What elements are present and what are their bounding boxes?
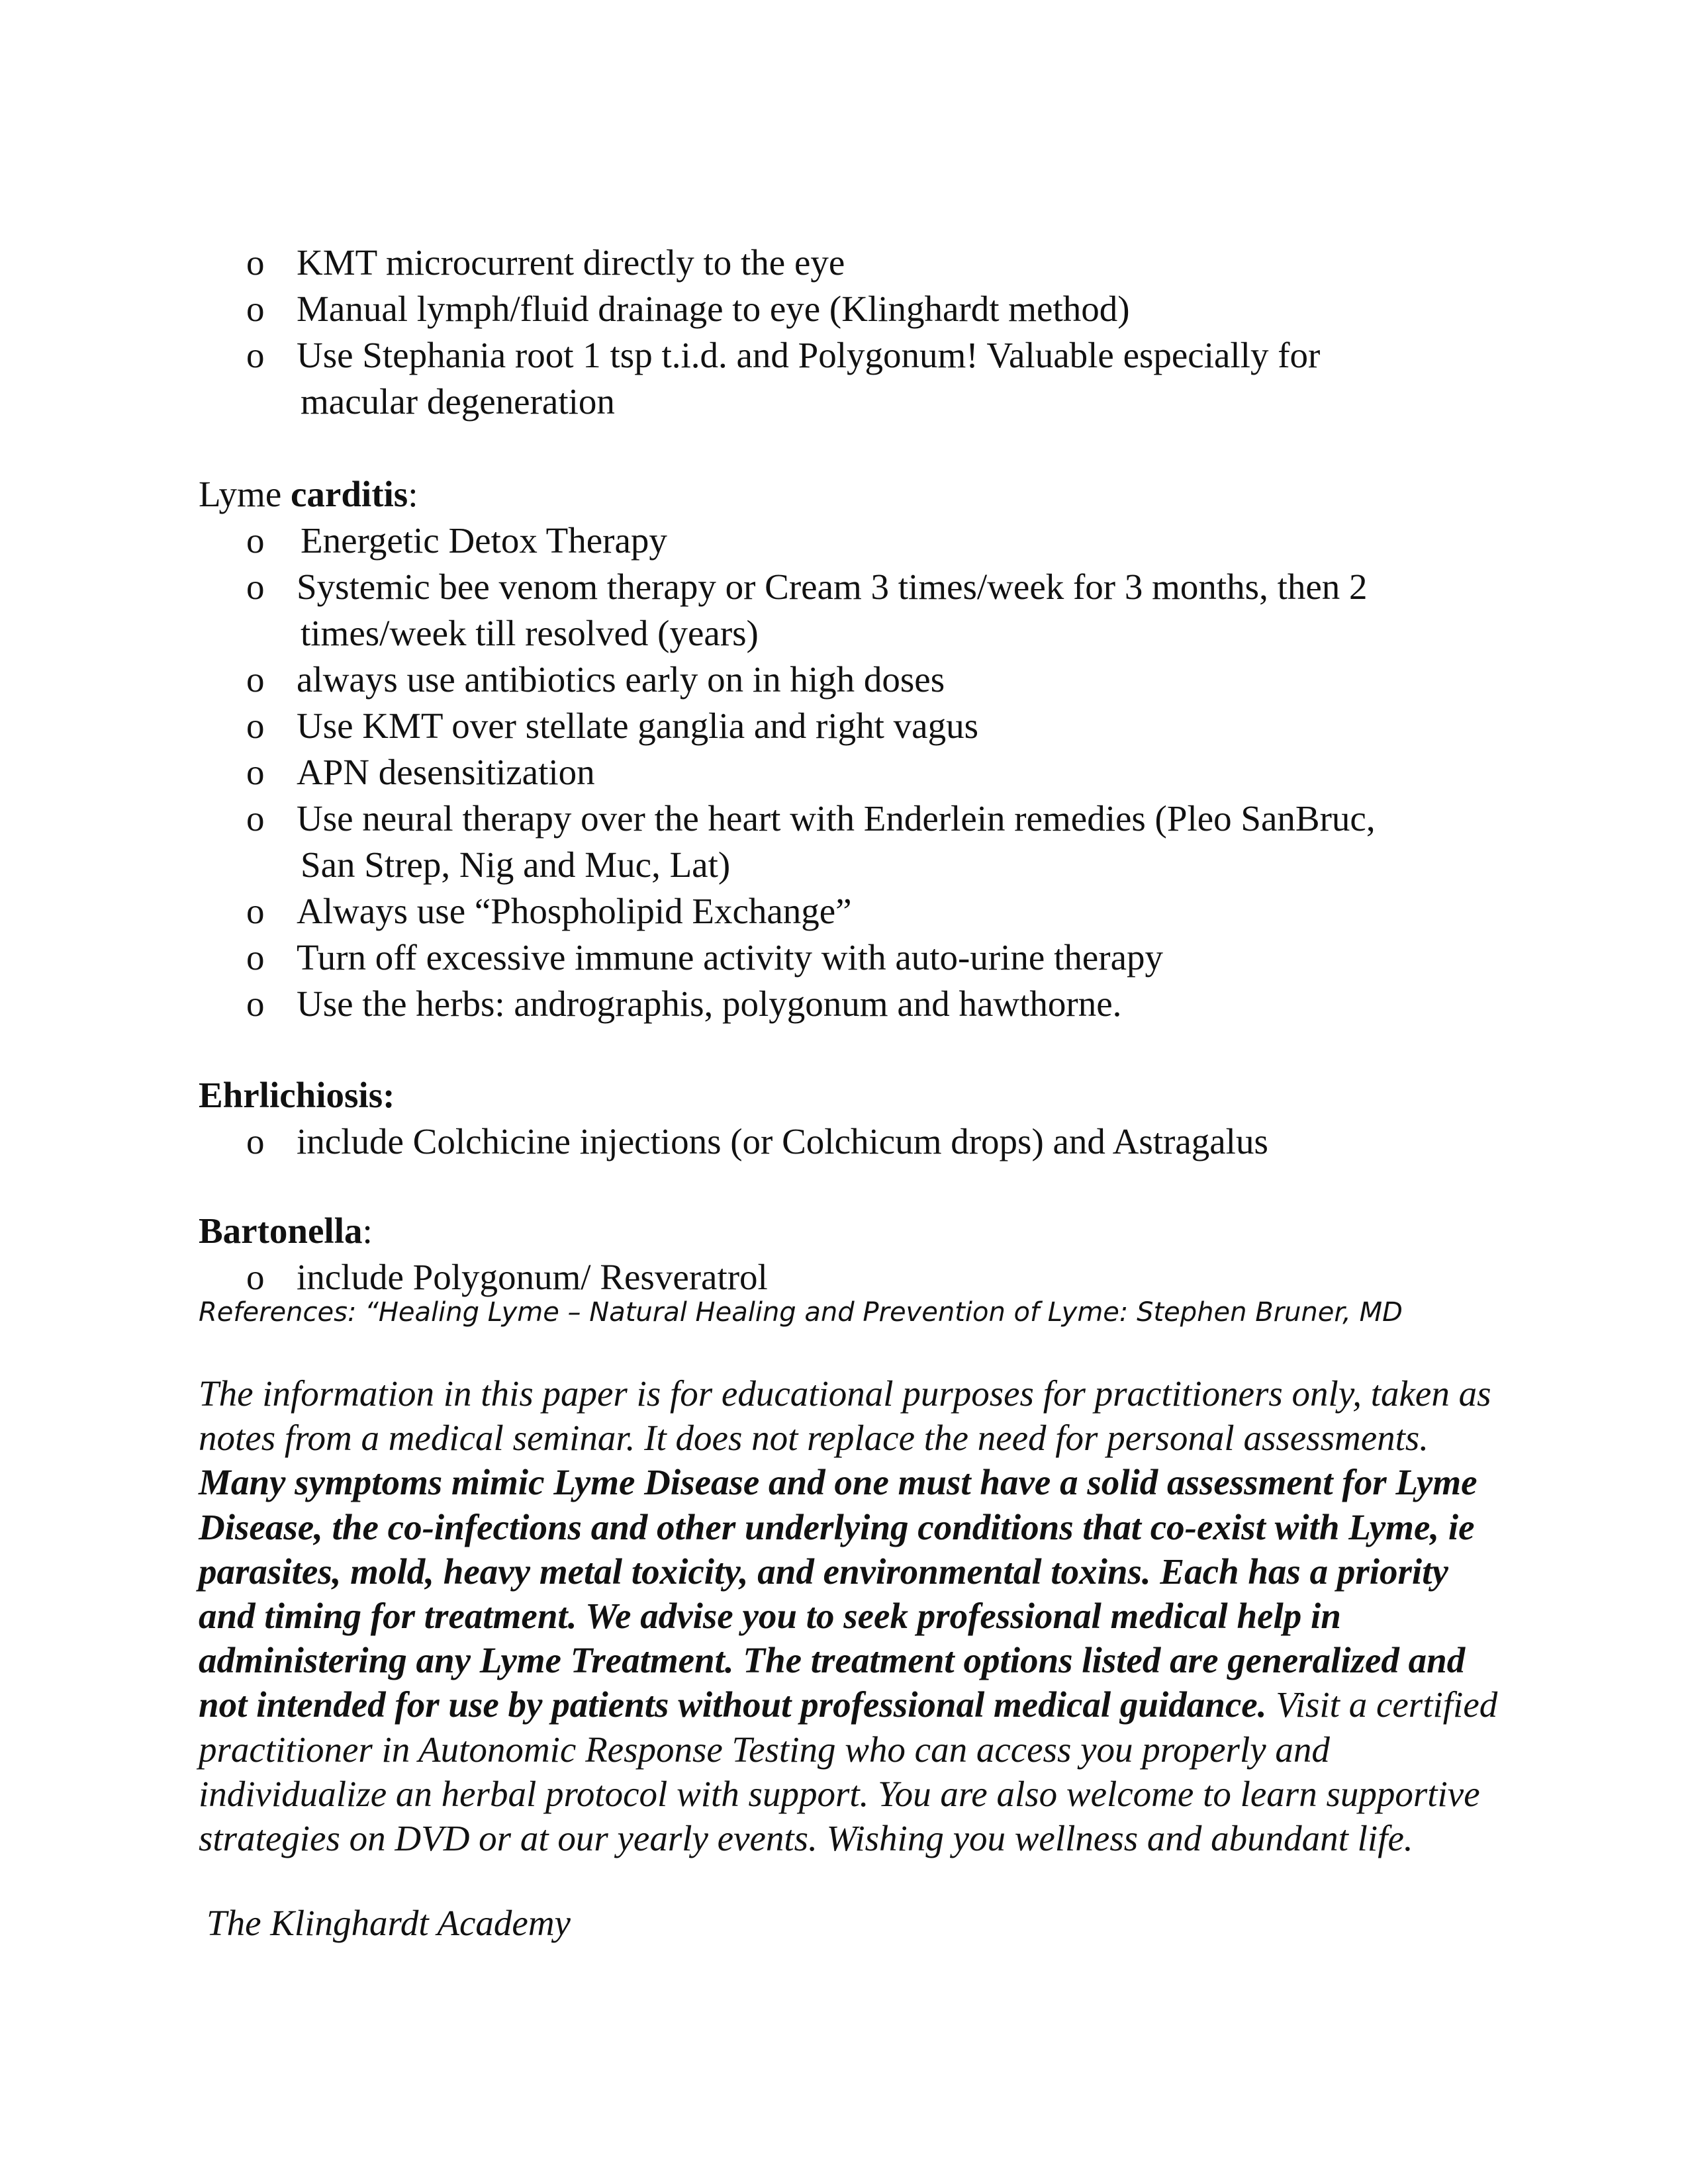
bullet-marker: o — [246, 289, 265, 329]
eye-treatment-list — [246, 240, 1504, 425]
bullet-marker: o — [246, 520, 265, 561]
list-item — [246, 564, 1504, 657]
heading-suffix: : — [362, 1210, 373, 1251]
list-item-text: Turn off excessive immune activity with auto-urine therapy — [297, 937, 1164, 978]
list-item-text: KMT microcurrent directly to the eye — [297, 242, 845, 283]
bullet-marker: o — [246, 891, 265, 931]
list-item-text: Systemic bee venom therapy or Cream 3 times/week for 3 months, then 2 — [297, 567, 1368, 607]
heading-bold: carditis — [291, 474, 408, 514]
list-item-text: include Colchicine injections (or Colchicum drops) and Astragalus — [297, 1121, 1268, 1161]
disclaimer-warning: Many symptoms mimic Lyme Disease and one must have a solid assessment for Lyme Disease, the co-infections and other underlying conditions that co-exist with Lyme, ie parasites, mold, heavy metal toxicity, and environmental toxins. Each has a priority and timing for treatment. We advise you to seek professional medical help in administering any Lyme Treatment. The treatment options listed are generalized and not intended for use by patients without professional medical guidance. — [199, 1462, 1477, 1725]
disclaimer-intro: The information in this paper is for educational purposes for practitioners only, taken as notes from a medical seminar. It does not replace the need for personal assessments. — [199, 1373, 1491, 1459]
list-item-text: Use neural therapy over the heart with Enderlein remedies (Pleo SanBruc, — [297, 798, 1376, 839]
list-item — [246, 796, 1504, 888]
list-item-text-continued: macular degeneration — [301, 381, 615, 422]
list-item-text-continued: San Strep, Nig and Muc, Lat) — [301, 844, 731, 885]
list-item-text: include Polygonum/ Resveratrol — [297, 1257, 768, 1297]
list-item-text: Use KMT over stellate ganglia and right vagus — [297, 705, 978, 746]
signature: The Klinghardt Academy — [207, 1903, 571, 1943]
carditis-heading — [199, 471, 418, 518]
list-item — [246, 332, 1504, 425]
bullet-marker: o — [246, 752, 265, 792]
list-item — [246, 703, 1504, 749]
heading-prefix: Lyme — [199, 474, 291, 514]
list-item — [246, 934, 1504, 981]
bartonella-heading — [199, 1208, 373, 1254]
ehrlichiosis-treatment-list — [246, 1118, 1504, 1165]
disclaimer-paragraph — [199, 1371, 1509, 1860]
reference-citation: References: “Healing Lyme – Natural Healing and Prevention of Lyme: Stephen Bruner, MD — [199, 1297, 1403, 1328]
list-item — [246, 749, 1504, 796]
bullet-marker: o — [246, 705, 265, 746]
carditis-treatment-list — [246, 518, 1504, 1027]
list-item — [246, 1118, 1504, 1165]
heading-bold: Bartonella — [199, 1210, 363, 1251]
bullet-marker: o — [246, 798, 265, 839]
ehrlichiosis-heading: Ehrlichiosis: — [199, 1075, 395, 1115]
heading-suffix: : — [408, 474, 418, 514]
list-item — [246, 888, 1504, 934]
bullet-marker: o — [246, 335, 265, 375]
bullet-marker: o — [246, 937, 265, 978]
bullet-marker: o — [246, 242, 265, 283]
list-item — [246, 286, 1504, 332]
list-item-text: always use antibiotics early on in high doses — [297, 659, 945, 700]
list-item — [246, 518, 1504, 564]
list-item-text-continued: times/week till resolved (years) — [301, 613, 759, 653]
list-item-text: Always use “Phospholipid Exchange” — [297, 891, 852, 931]
bullet-marker: o — [246, 659, 265, 700]
list-item-text: APN desensitization — [297, 752, 595, 792]
list-item — [246, 981, 1504, 1027]
disclaimer-closing: Visit a certified practitioner in Autonomic Response Testing who can access you properly and individualize an herbal protocol with support. You are also welcome to learn supportive strategies on DVD or at our yearly events. Wishing you wellness and abundant life. — [199, 1684, 1498, 1859]
bullet-marker: o — [246, 1257, 265, 1297]
bullet-marker: o — [246, 567, 265, 607]
list-item-text: Manual lymph/fluid drainage to eye (Klinghardt method) — [297, 289, 1130, 329]
bullet-marker: o — [246, 1121, 265, 1161]
list-item — [246, 657, 1504, 703]
list-item-text: Energetic Detox Therapy — [301, 520, 667, 561]
list-item — [246, 240, 1504, 286]
list-item-text: Use Stephania root 1 tsp t.i.d. and Polygonum! Valuable especially for — [297, 335, 1321, 375]
bullet-marker: o — [246, 983, 265, 1024]
list-item-text: Use the herbs: andrographis, polygonum and hawthorne. — [297, 983, 1122, 1024]
